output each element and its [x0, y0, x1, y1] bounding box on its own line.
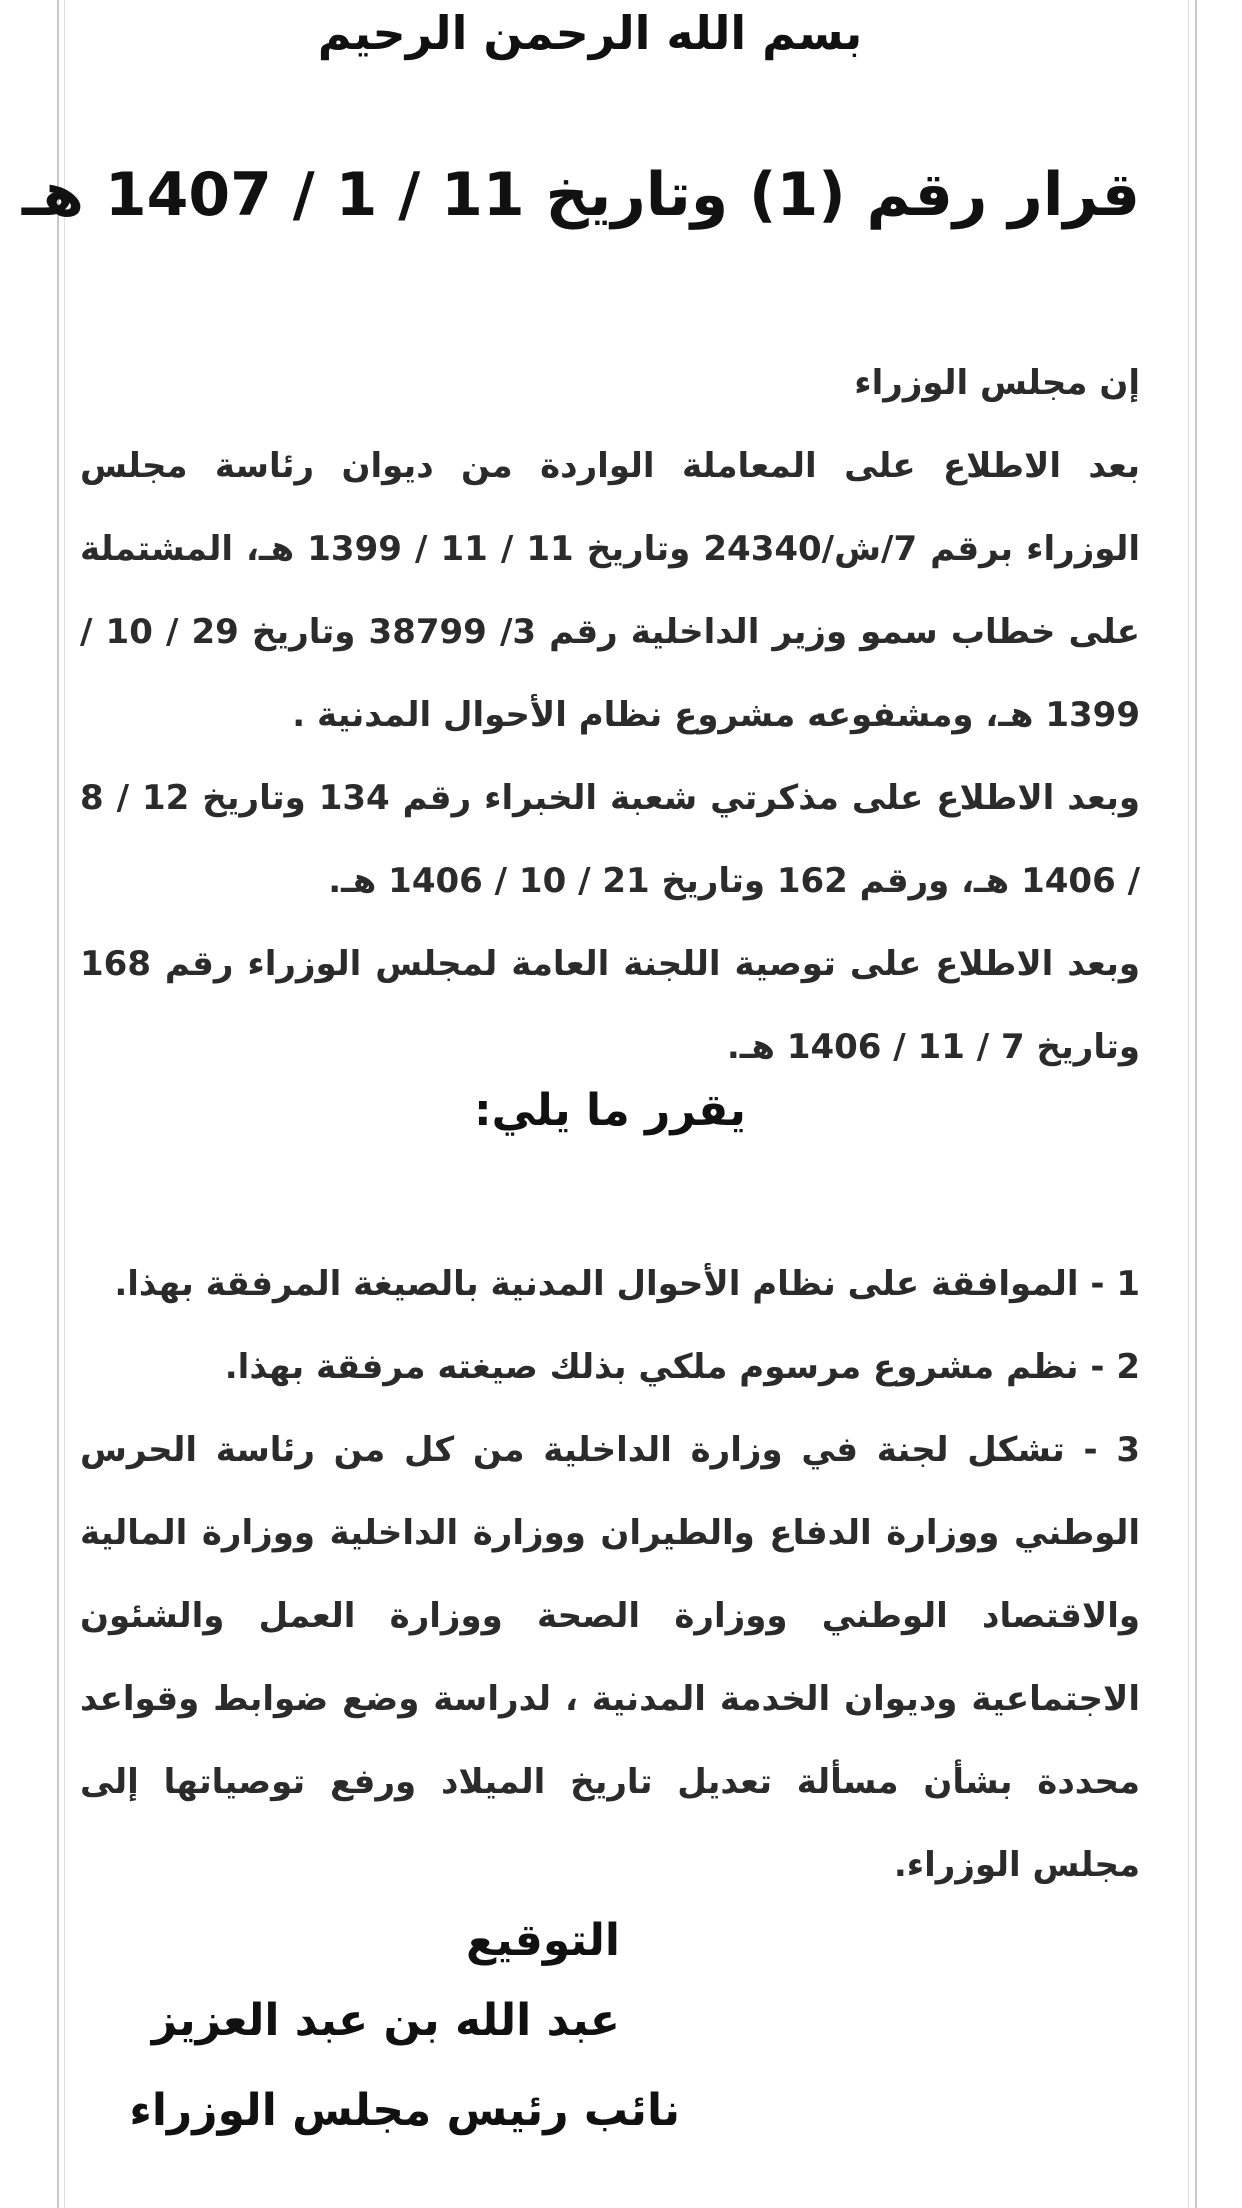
basmala-heading: بسم الله الرحمن الرحيم [317, 6, 863, 60]
signatory-name: عبد الله بن عبد العزيز [151, 1995, 620, 2046]
document-page [21, 0, 1141, 2208]
page-border-left-outer [57, 0, 59, 2208]
decision-item: 3 - تشكل لجنة في وزارة الداخلية من كل من رئاسة الحرس الوطني ووزارة الدفاع والطيران ووزارة الداخلية ووزارة المالية والاقتصاد الوطني ووزارة الصحة ووزارة العمل والشئون الاجتماعية وديوان الخدمة المدنية ، لدراسة وضع ضوابط وقواعد محددة بشأن مسألة تعديل تاريخ الميلاد ورفع توصياتها إلى مجلس الوزراء. [80, 1430, 1140, 1885]
decision-item: 1 - الموافقة على نظام الأحوال المدنية بالصيغة المرفقة بهذا. [114, 1264, 1140, 1304]
page-border-right-inner [1188, 0, 1189, 2208]
resolves-heading: يقرر ما يلي: [474, 1085, 746, 1136]
preamble-paragraph: وبعد الاطلاع على مذكرتي شعبة الخبراء رقم 134 وتاريخ 12 / 8 / 1406 هـ، ورقم 162 وتاريخ 21 / 10 / 1406 هـ. [80, 778, 1140, 901]
preamble-paragraph: وبعد الاطلاع على توصية اللجنة العامة لمجلس الوزراء رقم 168 وتاريخ 7 / 11 / 1406 هـ. [80, 944, 1140, 1067]
decision-items [80, 1243, 1140, 1907]
signatory-position: نائب رئيس مجلس الوزراء [129, 2085, 680, 2136]
preamble-section [80, 342, 1140, 1089]
preamble-opening: إن مجلس الوزراء [854, 363, 1140, 403]
preamble-paragraph: بعد الاطلاع على المعاملة الواردة من ديوان رئاسة مجلس الوزراء برقم 7/ش/24340 وتاريخ 11 / 11 / 1399 هـ، المشتملة على خطاب سمو وزير الداخلية رقم 3/ 38799 وتاريخ 29 / 10 / 1399 هـ، ومشفوعه مشروع نظام الأحوال المدنية . [80, 446, 1141, 735]
signature-label: التوقيع [466, 1915, 620, 1966]
decision-item: 2 - نظم مشروع مرسوم ملكي بذلك صيغته مرفقة بهذا. [224, 1347, 1140, 1387]
decree-title: قرار رقم (1) وتاريخ 11 / 1 / 1407 هـ [21, 160, 1140, 230]
page-border-right-outer [1195, 0, 1197, 2208]
page-border-left-inner [64, 0, 65, 2208]
